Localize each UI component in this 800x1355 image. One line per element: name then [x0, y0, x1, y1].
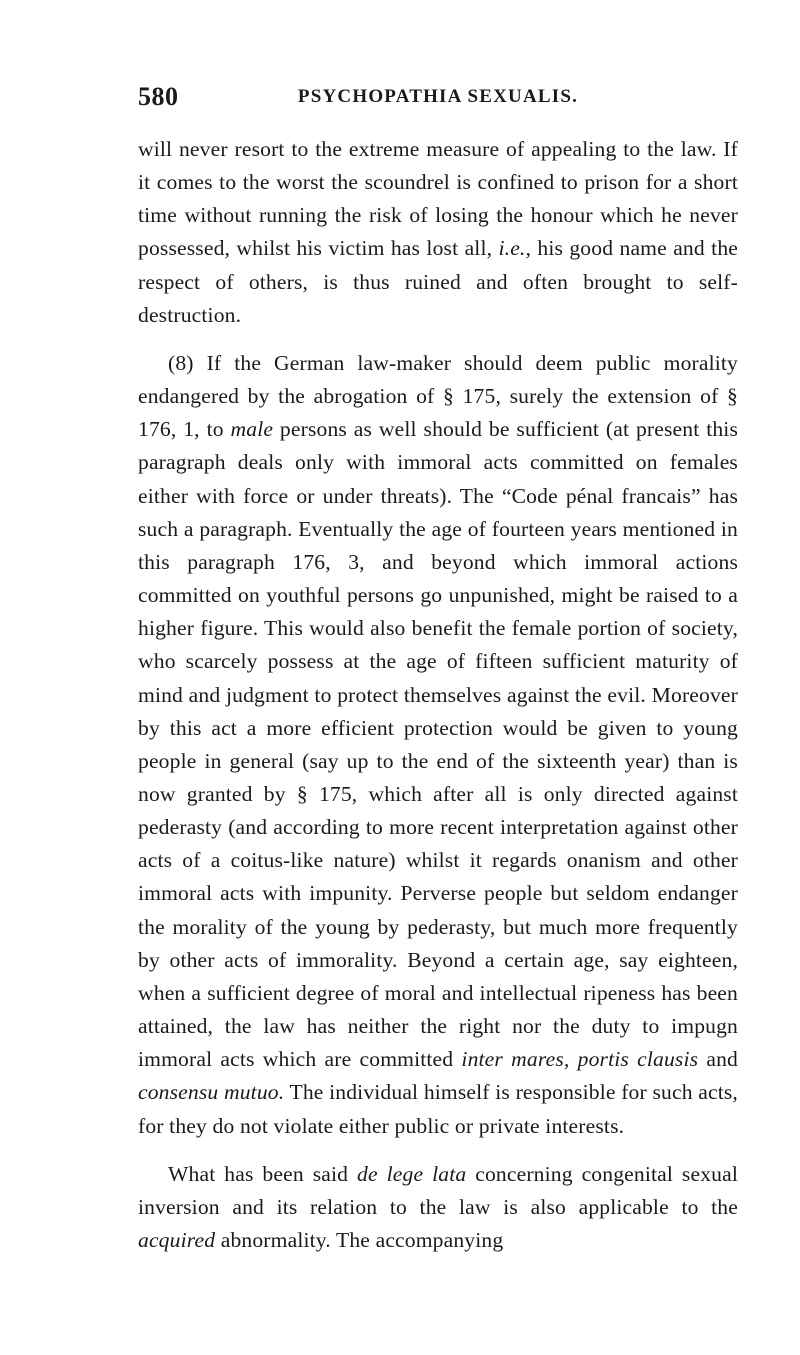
text-run: concerning congenital sexual inversion and its relation to the law is also applicable to the	[138, 1161, 738, 1219]
page-number: 580	[138, 82, 179, 111]
italic-run: inter mares, portis clausis	[461, 1047, 699, 1072]
italic-run: male	[230, 417, 274, 442]
text-run: abnormality. The accompanying	[215, 1228, 504, 1252]
text-run: (8) If the German law-maker should deem public morality endangered by the abrogation of § 175, surely the extension of § 176, 1, to	[138, 350, 738, 442]
text-run: and	[698, 1047, 738, 1072]
paragraph-3	[138, 1158, 738, 1257]
italic-run: consensu mutuo.	[138, 1080, 285, 1105]
running-head	[138, 82, 738, 112]
text-run: What has been said	[168, 1161, 358, 1186]
running-title: PSYCHOPATHIA SEXUALIS.	[297, 86, 579, 107]
text-run: persons as well should be sufficient (at present this paragraph deals only with immoral acts committed on females either with force or under threats). The “Code pénal francais” has such a paragraph. Eventually the age of fourteen years mentioned in this paragraph 176, 3, and beyond which immoral actions committed on youthful persons go unpunished, might be raised to a higher figure. This would also benefit the female portion of society, who scarcely possess at the age of fifteen sufficient maturity of mind and judgment to protect themselves against the evil. Moreover by this act a more efficient protection would be given to young people in general (say up to the end of the sixteenth year) than is now granted by § 175, which after all is only directed against pederasty (and according to more recent interpretation against other acts of a coitus-like nature) whilst it regards onanism and other immoral acts with impunity. Perverse people but seldom endanger the morality of the young by pederasty, but much more frequently by other acts of immorality. Beyond a certain age, say eighteen, when a sufficient degree of moral and intellectual ripeness has been attained, the law has neither the right nor the duty to impugn immoral acts which are committed	[138, 417, 738, 1072]
text-run: will never resort to the extreme measure of appealing to the law. If it comes to the worst the scoundrel is confined to prison for a short time without running the risk of losing the honour which he never possessed, whilst his victim has lost all,	[138, 137, 738, 261]
italic-run: de lege lata	[357, 1161, 467, 1186]
paragraph-2	[138, 347, 738, 1143]
body-text	[138, 133, 738, 1257]
italic-run: i.e.,	[498, 236, 532, 261]
paragraph-1	[138, 133, 738, 332]
text-run: his good name and the respect of others, is thus ruined and often brought to self-destruction.	[138, 236, 738, 327]
text-run: The individual himself is responsible for such acts, for they do not violate either public or private interests.	[138, 1080, 738, 1138]
italic-run: acquired	[138, 1228, 216, 1252]
